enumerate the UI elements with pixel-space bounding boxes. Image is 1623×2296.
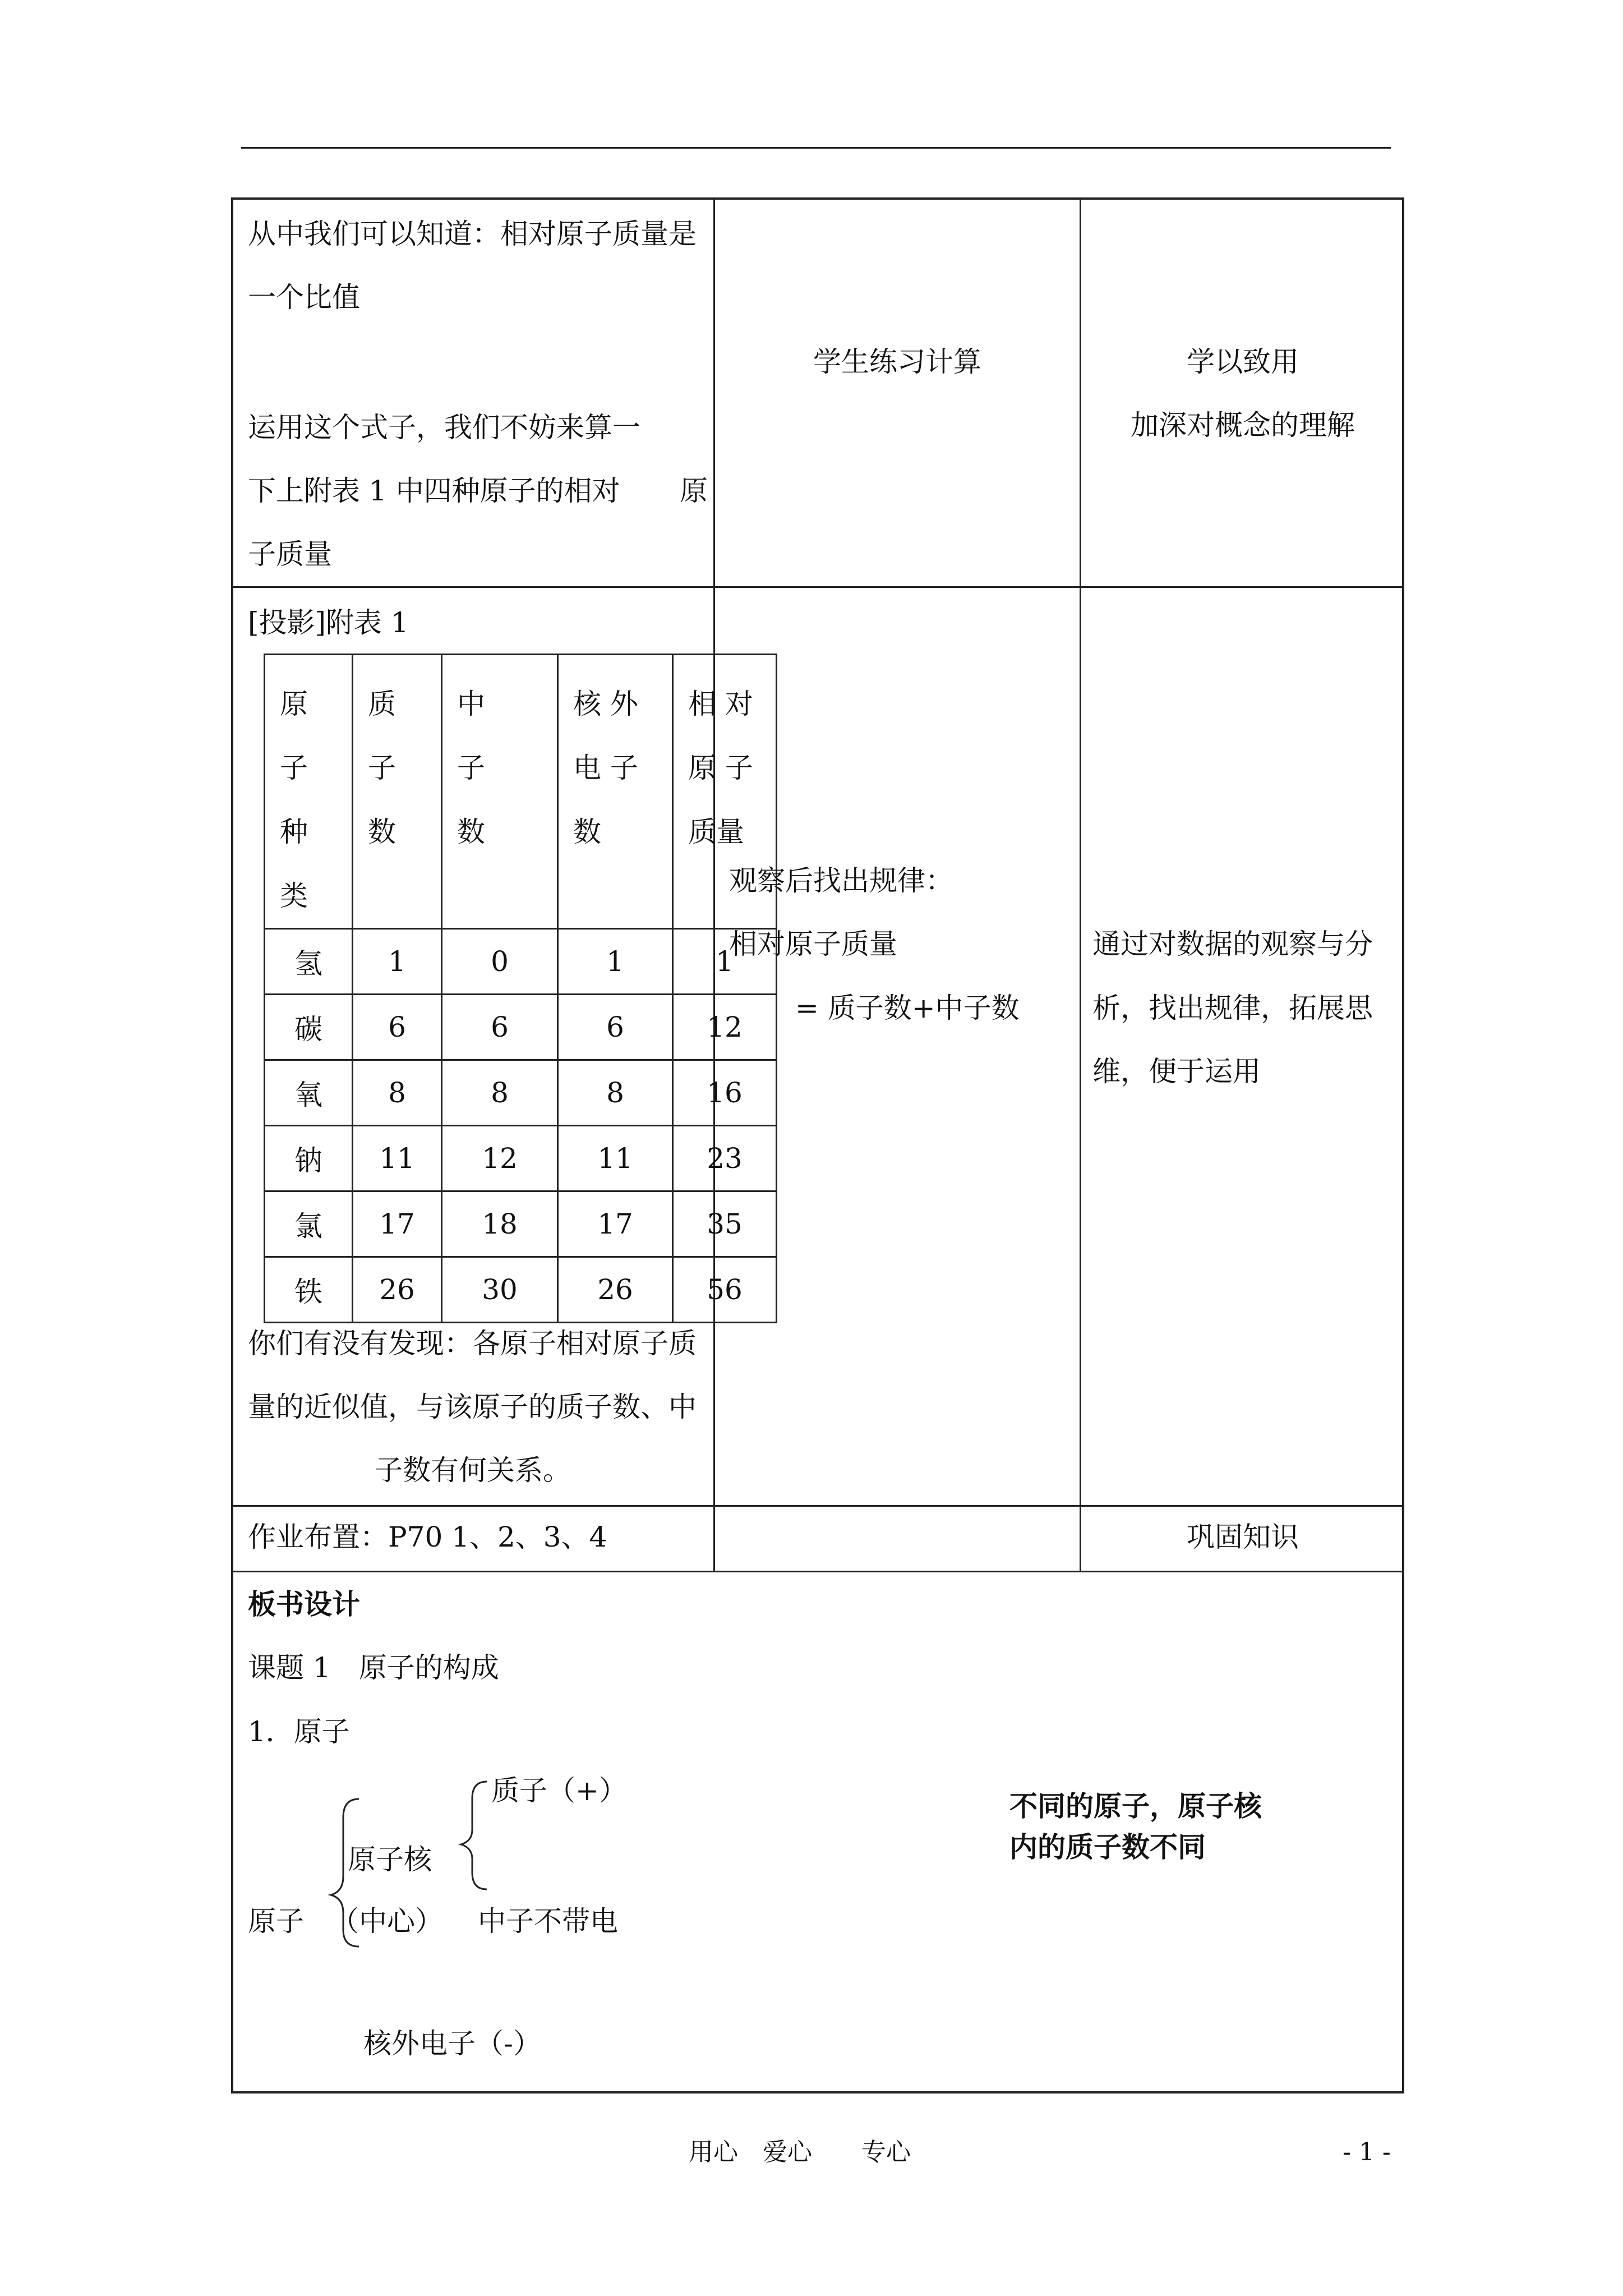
element-name: 铁 — [265, 1257, 353, 1323]
lesson-title: 课题 1 原子的构成 — [248, 1651, 499, 1684]
footer-motto: 用心 爱心 专心 — [689, 2138, 911, 2166]
table-cell: 6 — [353, 995, 442, 1060]
table-cell: 11 — [353, 1126, 442, 1191]
row1-middle: 学生练习计算 — [813, 346, 981, 378]
projection-label: [投影]附表 1 — [248, 606, 409, 639]
table-cell: 8 — [558, 1060, 673, 1126]
page-number: - 1 - — [1343, 2138, 1391, 2166]
table-cell: 1 — [558, 929, 673, 995]
question-line: 你们有没有发现：各原子相对原子质 — [248, 1327, 697, 1360]
row1-left-line: 子质量 — [248, 538, 332, 570]
table-cell: 18 — [442, 1191, 558, 1257]
board-title: 板书设计 — [248, 1588, 360, 1621]
table-cell: 56 — [673, 1257, 777, 1323]
table-cell: 30 — [442, 1257, 558, 1323]
table-cell: 12 — [673, 995, 777, 1060]
table-cell: 23 — [673, 1126, 777, 1191]
inner-brace-icon — [461, 1782, 487, 1889]
homework: 作业布置：P70 1、2、3、4 — [248, 1521, 607, 1553]
element-name: 氧 — [265, 1060, 353, 1126]
center-label: （中心） — [331, 1905, 443, 1938]
neutron-label: 中子不带电 — [478, 1905, 618, 1938]
row1-left-line: 从中我们可以知道：相对原子质量是 — [248, 218, 697, 250]
row2-right-line: 通过对数据的观察与分 — [1092, 928, 1373, 960]
header-relative-mass: 相 对 原 子 质量 — [673, 655, 777, 929]
table-cell: 12 — [442, 1126, 558, 1191]
row1-left-line: 运用这个式子，我们不妨来算一 — [248, 411, 640, 444]
row1-left-line: 下上附表 1 中四种原子的相对 — [248, 475, 620, 507]
table-cell: 6 — [442, 995, 558, 1060]
table-cell: 17 — [558, 1191, 673, 1257]
atom-label: 原子 — [248, 1905, 304, 1938]
electron-label: 核外电子（-） — [363, 2027, 541, 2060]
table-cell: 8 — [353, 1060, 442, 1126]
row2-right-line: 析，找出规律，拓展思 — [1092, 992, 1373, 1024]
table-cell: 6 — [558, 995, 673, 1060]
table-cell: 11 — [558, 1126, 673, 1191]
row1-right-line: 加深对概念的理解 — [1131, 409, 1355, 441]
table-cell: 26 — [558, 1257, 673, 1323]
row1-right-line: 学以致用 — [1187, 346, 1299, 378]
section-atom: 1．原子 — [248, 1715, 350, 1748]
table-cell: 35 — [673, 1191, 777, 1257]
table-cell: 17 — [353, 1191, 442, 1257]
note-line: 不同的原子，原子核 — [1009, 1790, 1262, 1823]
table-cell: 26 — [353, 1257, 442, 1323]
element-name: 钠 — [265, 1126, 353, 1191]
row2-middle-line: = 质子数+中子数 — [795, 992, 1020, 1024]
proton-label: 质子（+） — [491, 1774, 627, 1807]
table-cell: 8 — [442, 1060, 558, 1126]
header-electron-count: 核 外 电 子 数 — [558, 655, 673, 929]
element-name: 氯 — [265, 1191, 353, 1257]
table-cell: 1 — [673, 929, 777, 995]
row1-left-line: 原 — [680, 475, 708, 507]
element-name: 碳 — [265, 995, 353, 1060]
question-line: 子数有何关系。 — [375, 1454, 571, 1487]
table-cell: 16 — [673, 1060, 777, 1126]
row2-right-line: 维，便于运用 — [1092, 1055, 1261, 1088]
table-cell: 1 — [353, 929, 442, 995]
element-name: 氢 — [265, 929, 353, 995]
header-atom-type: 原 子 种 类 — [265, 655, 353, 929]
header-proton-count: 质 子 数 — [353, 655, 442, 929]
row3-right: 巩固知识 — [1187, 1521, 1299, 1553]
nucleus-label: 原子核 — [348, 1843, 432, 1876]
row2-middle-line: 相对原子质量 — [729, 928, 897, 960]
row1-left-line: 一个比值 — [248, 281, 360, 314]
table-cell: 0 — [442, 929, 558, 995]
row2-middle-line: 观察后找出规律： — [729, 864, 953, 897]
header-neutron-count: 中 子 数 — [442, 655, 558, 929]
note-line: 内的质子数不同 — [1009, 1831, 1206, 1864]
question-line: 量的近似值，与该原子的质子数、中 — [248, 1391, 697, 1423]
